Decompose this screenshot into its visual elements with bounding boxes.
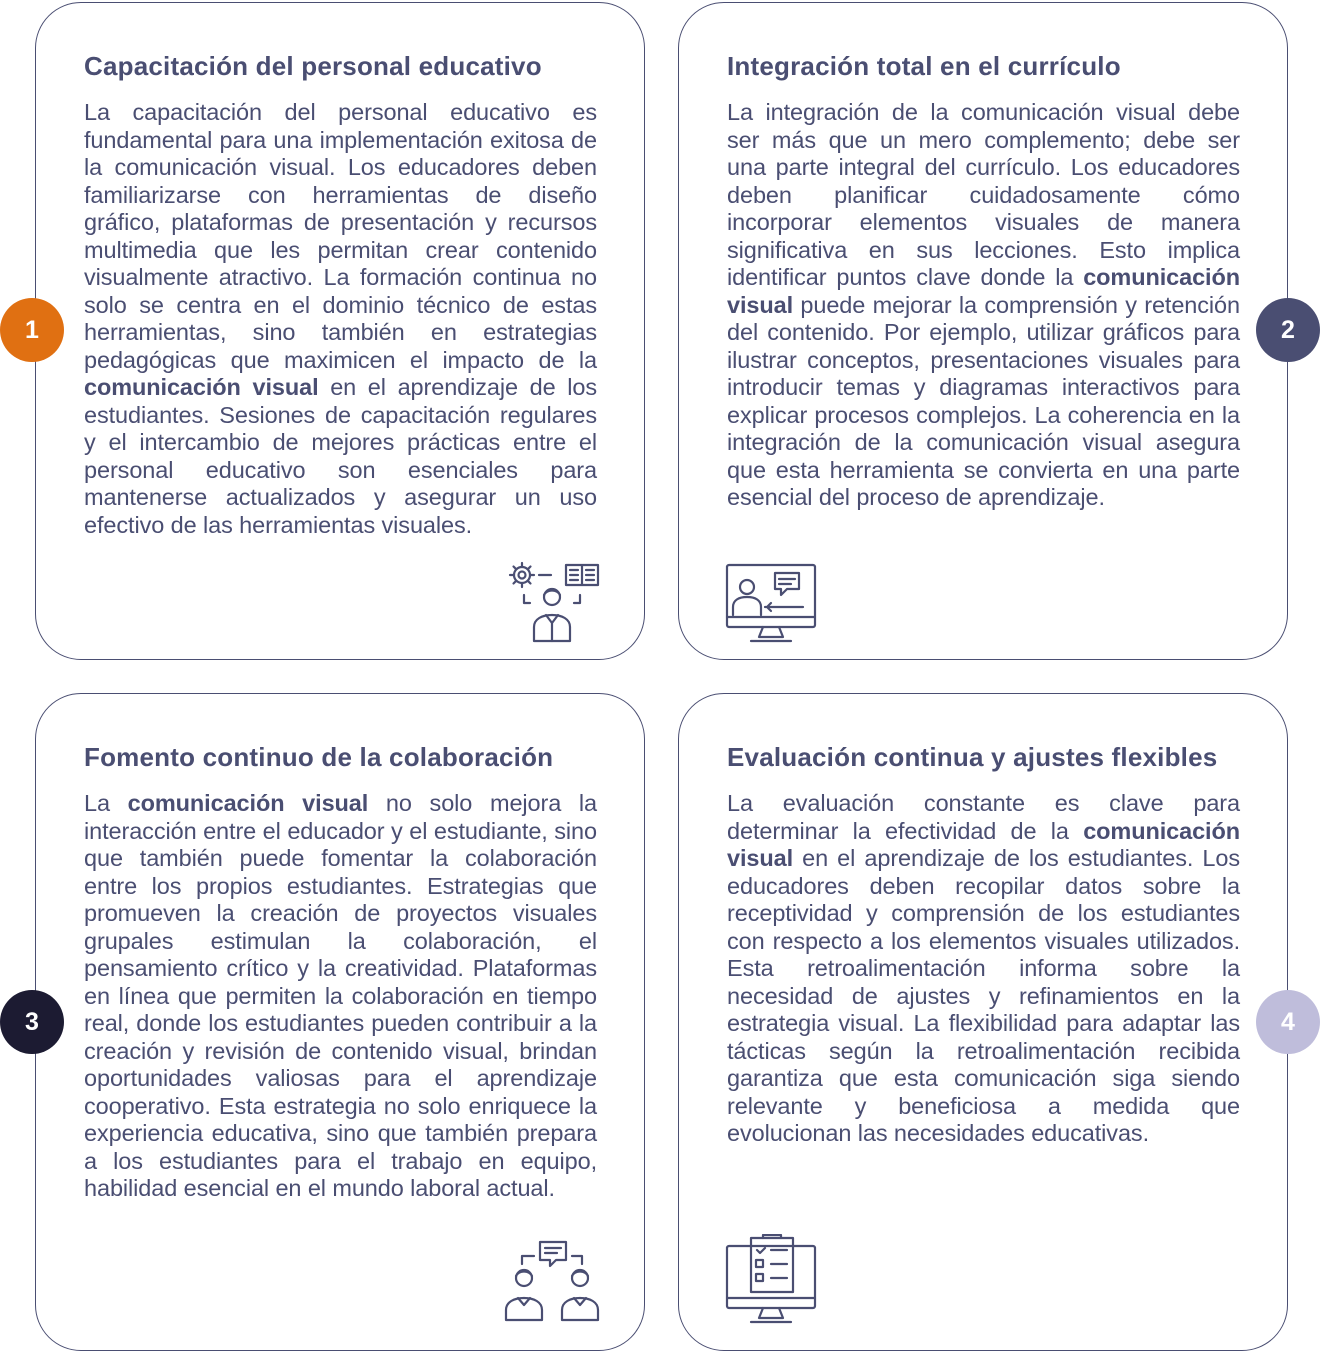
card-3 [35, 693, 645, 1351]
body-text: La evaluación constante es clave para determinar la efectividad de la [727, 790, 1240, 844]
body-text: en el aprendizaje de los estudiantes. Los educadores deben recopilar datos sobre la receptividad y comprensión de los estudiantes con respecto a los elementos visuales utilizados. Esta retroalimentación informa sobre la necesidad de ajustes y refinamientos en la estrategia visual. La flexibilidad para adaptar las tácticas según la retroalimentación recibida garantiza que esta comunicación siga siendo relevante y beneficiosa a medida que evolucionan las necesidades educativas. [727, 845, 1240, 1146]
highlight-text: comunicación visual [727, 817, 1240, 871]
card-title: Fomento continuo de la colaboración [84, 742, 554, 772]
card-body [727, 790, 1240, 1148]
online-presentation-monitor-icon [725, 563, 819, 647]
card-body [727, 99, 1240, 512]
badge-number-3: 3 [0, 990, 64, 1054]
highlight-text: comunicación visual [127, 790, 369, 816]
badge-number-1: 1 [0, 298, 64, 362]
card-title: Capacitación del personal educativo [84, 51, 542, 81]
checklist-monitor-icon [725, 1234, 819, 1328]
highlight-text: comunicación visual [84, 374, 319, 400]
card-1 [35, 2, 645, 660]
card-4 [678, 693, 1288, 1351]
body-text: en el aprendizaje de los estudiantes. Sesiones de capacitación regulares y el intercambio de mejores prácticas entre el personal educativo son esenciales para mantenerse actualizados y asegurar un uso efectivo de las herramientas visuales. [84, 374, 597, 538]
body-text: La integración de la comunicación visual debe ser más que un mero complemento; debe ser una parte integral del currículo. Los educadores deben planificar cuidadosamente cómo incorporar elementos visuales de manera significativa en sus lecciones. Esto implica identificar puntos clave donde la [727, 99, 1240, 290]
card-body [84, 99, 597, 539]
highlight-text: comunicación visual [727, 264, 1240, 318]
two-people-chat-icon [502, 1238, 602, 1324]
card-2 [678, 2, 1288, 660]
body-text: La [84, 790, 128, 816]
body-text: La capacitación del personal educativo es fundamental para una implementación exitosa de la comunicación visual. Los educadores deben familiarizarse con herramientas de diseño gráfico, plataformas de presentación y recursos multimedia que les permitan crear contenido visualmente atractivo. La formación continua no solo se centra en el dominio técnico de estas herramientas, sino también en estrategias pedagógicas que maximicen el impacto de la [84, 99, 597, 373]
body-text: puede mejorar la comprensión y retención del contenido. Por ejemplo, utilizar gráficos para ilustrar conceptos, presentaciones visuales para introducir temas y diagramas interactivos para explicar procesos complejos. La coherencia en la integración de la comunicación visual asegura que esta herramienta se convierta en una parte esencial del proceso de aprendizaje. [727, 291, 1240, 510]
badge-number-2: 2 [1256, 298, 1320, 362]
card-body [84, 790, 597, 1203]
badge-number-4: 4 [1256, 990, 1320, 1054]
card-title: Integración total en el currículo [727, 51, 1121, 81]
trainer-gear-book-icon [504, 559, 602, 645]
body-text: no solo mejora la interacción entre el educador y el estudiante, sino que también puede fomentar la colaboración entre los propios estudiantes. Estrategias que promueven la creación de proyectos visuales grupales estimulan la colaboración, el pensamiento crítico y la creatividad. Plataformas en línea que permiten la colaboración en tiempo real, donde los estudiantes pueden contribuir a la creación y revisión de contenido visual, brindan oportunidades valiosas para el aprendizaje cooperativo. Esta estrategia no solo enriquece la experiencia educativa, sino que también prepara a los estudiantes para el trabajo en equipo, habilidad esencial en el mundo laboral actual. [84, 790, 598, 1201]
card-title: Evaluación continua y ajustes flexibles [727, 742, 1218, 772]
